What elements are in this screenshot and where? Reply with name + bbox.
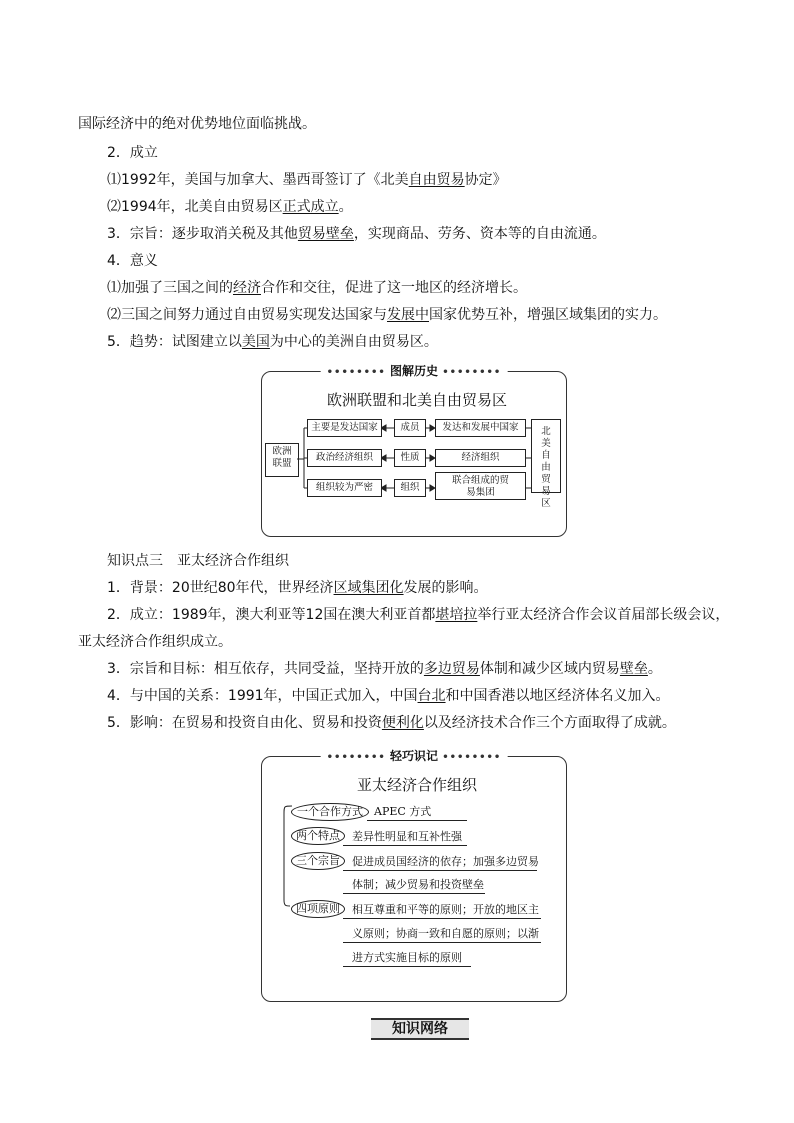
- node-label: 北美自由贸易区: [541, 426, 551, 509]
- tag-cooperation-mode: 一个合作方式: [291, 803, 369, 821]
- item-text: 相互尊重和平等的原则；开放的地区主: [352, 903, 539, 916]
- text: ⑵1994年，北美自由贸易区: [107, 199, 283, 215]
- panel-heading: •••••••• 轻巧识记 ••••••••: [321, 747, 508, 764]
- label-organization: 组织: [394, 479, 426, 497]
- underline-rule: [343, 966, 471, 967]
- text: 4．与中国的关系：1991年，中国正式加入，中国: [107, 688, 418, 704]
- nafta-nature: 经济组织: [435, 449, 526, 467]
- item-text: 进方式实施目标的原则: [352, 951, 462, 964]
- underlined-term: 多边贸易: [423, 661, 480, 677]
- text: 5．影响：在贸易和投资自由化、贸易和投资: [107, 715, 382, 731]
- text: 3．宗旨：逐步取消关税及其他: [107, 226, 298, 242]
- nafta-members: 发达和发展中国家: [435, 419, 526, 437]
- text: ，实现商品、劳务、资本等的自由流通。: [353, 226, 606, 242]
- text: 国家优势互补，增强区域集团的实力。: [429, 307, 667, 323]
- underline-rule: [367, 820, 467, 821]
- eu-nature: 政治经济组织: [307, 449, 382, 467]
- underline-rule: [343, 870, 537, 871]
- underline-rule: [343, 942, 541, 943]
- text: 举行亚太经济合作会议首届部长级会议，: [477, 607, 730, 623]
- text: 发展的影响。: [403, 580, 488, 596]
- underlined-term: 区域集团化: [333, 580, 404, 596]
- underlined-term: 便利化: [381, 715, 424, 731]
- item-text: APEC 方式: [374, 805, 432, 818]
- eu-members: 主要是发达国家: [307, 419, 382, 437]
- text-line: [107, 333, 438, 351]
- underlined-term: 美国: [241, 334, 270, 350]
- text-line: [107, 714, 676, 732]
- text: ⑴1992年，美国与加拿大、墨西哥签订了《北美: [107, 172, 409, 188]
- memory-title: 亚太经济合作组织: [357, 776, 478, 794]
- panel-heading-text: 图解历史: [389, 364, 439, 378]
- label-members: 成员: [394, 419, 426, 437]
- text: 4．意义: [107, 253, 158, 269]
- item-text: 促进成员国经济的依存；加强多边贸易: [352, 855, 539, 868]
- text: 2．成立：1989年，澳大利亚等12国在澳大利亚首都: [107, 607, 436, 623]
- tag-four-principles: 四项原则: [291, 900, 345, 918]
- panel-heading: •••••••• 图解历史 ••••••••: [321, 362, 508, 379]
- diagram-title: 欧洲联盟和北美自由贸易区: [327, 391, 508, 409]
- section-heading: [107, 252, 158, 270]
- nafta-organization: [435, 472, 526, 500]
- panel-heading-text: 轻巧识记: [389, 749, 439, 763]
- text: 为中心的美洲自由贸易区。: [269, 334, 438, 350]
- text-line: [107, 171, 507, 189]
- eu-organization: 组织较为严密: [307, 479, 382, 497]
- text: 。: [338, 199, 353, 215]
- underline-rule: [343, 918, 541, 919]
- item-text: 差异性明显和互补性强: [352, 830, 462, 843]
- text: ⑵三国之间努力通过自由贸易实现发达国家与: [107, 307, 387, 323]
- text: 以及经济技术合作三个方面取得了成就。: [423, 715, 676, 731]
- section-heading: [107, 144, 158, 162]
- text-line: [78, 115, 316, 133]
- text-line: [78, 633, 232, 651]
- text: 2．成立: [107, 145, 158, 161]
- text: 5．趋势：试图建立以: [107, 334, 242, 350]
- text: 知识点三 亚太经济合作组织: [107, 553, 289, 569]
- underline-rule: [343, 845, 467, 846]
- tag-three-purposes: 三个宗旨: [291, 852, 345, 870]
- text: 协定》: [464, 172, 507, 188]
- text-line: [107, 306, 667, 324]
- text: 国际经济中的绝对优势地位面临挑战。: [78, 116, 316, 132]
- underlined-term: 台北: [417, 688, 446, 704]
- text-line: [107, 579, 488, 597]
- text: 体制和减少区域内贸易: [479, 661, 620, 677]
- text: 亚太经济合作组织成立。: [78, 634, 232, 650]
- underlined-term: 正式成立: [282, 199, 339, 215]
- knowledge-network-badge: 知识网络: [371, 1018, 469, 1040]
- node-label: 联合组成的贸易集团: [451, 475, 509, 498]
- underlined-term: 发展中: [387, 307, 429, 323]
- item-text: 义原则；协商一致和自愿的原则；以渐: [352, 927, 539, 940]
- text: ⑴加强了三国之间的: [107, 280, 233, 296]
- underlined-term: 自由贸易: [408, 172, 465, 188]
- text: 3．宗旨和目标：相互依存，共同受益，坚持开放的: [107, 661, 424, 677]
- text-line: [107, 660, 662, 678]
- text-line: [107, 687, 670, 705]
- text: 1．背景：20世纪80年代，世界经济: [107, 580, 334, 596]
- underlined-term: 壁垒: [619, 661, 648, 677]
- text-line: [107, 279, 527, 297]
- text-line: [107, 225, 606, 243]
- text: 合作和交往，促进了这一地区的经济增长。: [261, 280, 527, 296]
- text: 。: [647, 661, 662, 677]
- section-title: [107, 552, 289, 570]
- underlined-term: 贸易壁垒: [297, 226, 354, 242]
- tag-two-features: 两个特点: [291, 827, 345, 845]
- text: 和中国香港以地区经济体名义加入。: [445, 688, 670, 704]
- text-line: [107, 606, 729, 624]
- underline-rule: [343, 893, 485, 894]
- underlined-term: 经济: [233, 280, 261, 296]
- item-text: 体制；减少贸易和投资壁垒: [352, 878, 484, 891]
- underlined-term: 堪培拉: [435, 607, 478, 623]
- label-nature: 性质: [394, 449, 426, 467]
- node-label: 欧洲联盟: [272, 446, 292, 469]
- text-line: [107, 198, 353, 216]
